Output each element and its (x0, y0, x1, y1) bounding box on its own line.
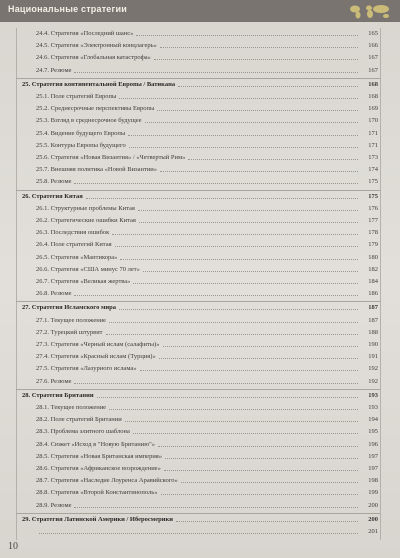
toc-entry[interactable] (22, 28, 378, 40)
toc-entry[interactable] (22, 475, 378, 487)
toc-entry-label: 28.1. Текущее положение (36, 404, 107, 411)
toc-entry[interactable] (22, 288, 378, 300)
table-of-contents (0, 28, 400, 540)
toc-entry-label: 24.5. Стратегия «Электронный концлагерь» (36, 42, 157, 50)
toc-entry-page: 171 (368, 141, 378, 149)
toc-entry-label: 29. Стратегия Латинской Америки / Иберосмерики (22, 515, 173, 523)
toc-entry[interactable] (22, 164, 378, 176)
toc-entry[interactable] (22, 65, 378, 77)
toc-entry-page: 186 (368, 290, 378, 298)
leader-dots (163, 346, 358, 347)
toc-entry-page: 187 (368, 316, 378, 324)
leader-dots (119, 98, 358, 99)
toc-entry-label: 26.4. Поле стратегий Китая (36, 241, 112, 249)
toc-entry-page: 168 (368, 93, 378, 100)
toc-entry-label: 28.3. Проблема элитного шаблона (36, 428, 130, 436)
toc-entry-label: 26.7. Стратегия «Великая жертва» (36, 278, 131, 285)
toc-entry-page: 199 (368, 489, 378, 497)
toc-entry-page: 197 (368, 452, 378, 460)
toc-entry-label: 27.1. Текущее положение (36, 316, 107, 324)
leader-dots (133, 433, 358, 434)
leader-dots (139, 222, 358, 223)
toc-entry-label: 25.5. Контуры Европы будущего (36, 141, 126, 149)
toc-entry[interactable] (22, 327, 378, 339)
leader-dots (165, 458, 358, 459)
toc-section[interactable] (22, 79, 378, 91)
leader-dots (86, 198, 358, 199)
toc-entry-page: 196 (368, 440, 378, 448)
leader-dots (181, 482, 358, 483)
leader-dots (74, 383, 358, 384)
leader-dots (178, 86, 358, 87)
leader-dots (145, 122, 358, 123)
leader-dots (39, 533, 358, 534)
toc-entry[interactable] (22, 339, 378, 351)
toc-entry[interactable] (22, 351, 378, 363)
toc-entry[interactable] (22, 315, 378, 327)
toc-entry-page: 167 (368, 66, 378, 74)
toc-entry-page: 170 (368, 117, 378, 125)
toc-entry[interactable] (22, 526, 378, 538)
toc-entry[interactable] (22, 426, 378, 438)
toc-entry-label: 27.5. Стратегия «Лазурного ислама» (36, 365, 137, 373)
leader-dots (109, 409, 358, 410)
toc-entry-label: 27.2. Турецкий штурвит (36, 328, 103, 336)
toc-entry-page: 178 (368, 229, 378, 237)
toc-entry-page: 168 (368, 80, 378, 88)
toc-entry[interactable] (22, 52, 378, 64)
toc-entry-page: 193 (368, 391, 378, 399)
toc-entry-page: 179 (368, 241, 378, 249)
toc-entry-page: 190 (368, 341, 378, 348)
toc-entry[interactable] (22, 103, 378, 115)
toc-entry-page: 200 (368, 501, 378, 509)
leader-dots (125, 421, 358, 422)
leader-dots (106, 334, 358, 335)
toc-entry-page: 174 (368, 166, 378, 174)
toc-entry-label: 24.6. Стратегия «Глобальная катастрофа» (36, 54, 151, 62)
toc-entry-page: 180 (368, 253, 378, 261)
toc-entry[interactable] (22, 363, 378, 375)
world-map-icon (346, 2, 394, 20)
toc-entry-page: 198 (368, 477, 378, 485)
toc-entry[interactable] (22, 91, 378, 103)
toc-entry[interactable] (22, 414, 378, 426)
toc-entry-page: 165 (368, 30, 378, 37)
leader-dots (133, 283, 358, 284)
toc-entry[interactable] (22, 451, 378, 463)
toc-entry[interactable] (22, 252, 378, 264)
toc-entry-page: 194 (368, 416, 378, 424)
toc-entry[interactable] (22, 402, 378, 414)
toc-entry-page: 166 (368, 42, 378, 50)
toc-entry[interactable] (22, 487, 378, 499)
toc-entry-label: 25.3. Взгляд в среднесрочное будущее (36, 117, 142, 125)
toc-entry-label: 26.8. Резюме (36, 290, 72, 298)
toc-entry[interactable] (22, 128, 378, 140)
toc-entry-label: 27.4. Стратегия «Красный ислам (Турция)» (36, 353, 156, 361)
toc-entry-label: 25. Стратегия континентальной Европы / Ватикана (22, 80, 176, 88)
leader-dots (140, 370, 358, 371)
toc-entry[interactable] (22, 439, 378, 451)
toc-entry-page: 200 (368, 515, 378, 523)
toc-entry-label: 24.4. Стратегия «Последний шанс» (36, 30, 134, 37)
header-title: Национальные стратегии (8, 4, 127, 14)
toc-entry-label: 25.4. Видение будущего Европы (36, 129, 126, 137)
leader-dots (159, 358, 358, 359)
toc-entry-label: 25.8. Резюме (36, 178, 72, 186)
toc-entry-page: 169 (368, 105, 378, 113)
toc-entry-label: 27. Стратегия Исламского мира (22, 304, 117, 312)
toc-entry-label: 27.3. Стратегия «Черный ислам (салафиты)» (36, 341, 160, 348)
leader-dots (136, 35, 358, 36)
toc-entry[interactable] (22, 239, 378, 251)
leader-dots (157, 110, 358, 111)
toc-entry-label: 26.1. Структурные проблемы Китая (36, 204, 135, 212)
toc-entry-label: 25.2. Среднесрочные перспективы Европы (36, 105, 155, 113)
toc-entry[interactable] (22, 227, 378, 239)
leader-dots (74, 295, 358, 296)
toc-entry-label: 26.3. Последствия ошибок (36, 229, 110, 237)
leader-dots (158, 446, 358, 447)
leader-dots (115, 246, 358, 247)
toc-entry-page: 184 (368, 278, 378, 285)
toc-section[interactable] (22, 191, 378, 203)
toc-entry-label: 28.6. Стратегия «Африканское возрождение» (36, 465, 161, 472)
toc-entry-page: 171 (368, 129, 378, 137)
leader-dots (138, 210, 358, 211)
toc-entry-page: 175 (368, 192, 378, 200)
leader-dots (164, 470, 358, 471)
leader-dots (160, 171, 358, 172)
toc-entry-page: 177 (368, 217, 378, 224)
toc-entry-label: 28. Стратегия Британии (22, 391, 94, 399)
toc-entry-page: 195 (368, 428, 378, 436)
toc-entry-label: 26. Стратегия Китая (22, 192, 83, 200)
leader-dots (161, 494, 358, 495)
toc-entry-label: 28.7. Стратегия «Наследие Лоуренса Аравийского» (36, 477, 178, 485)
toc-entry-page: 182 (368, 265, 378, 273)
toc-entry-label: 28.2. Поле стратегий Британии (36, 416, 122, 424)
toc-entry-label: 26.6. Стратегия «США минус 70 лет» (36, 265, 140, 273)
toc-section[interactable] (22, 514, 378, 526)
toc-entry-page: 192 (368, 365, 378, 373)
toc-entry-label: 28.5. Стратегия «Новая Британская империя» (36, 452, 163, 460)
toc-entry[interactable] (22, 264, 378, 276)
leader-dots (188, 159, 358, 160)
toc-entry-page: 191 (368, 353, 378, 361)
toc-entry-label: 28.8. Стратегия «Второй Константинополь» (36, 489, 158, 497)
toc-entry-label: 26.2. Стратегические ошибки Китая (36, 217, 136, 224)
toc-entry-label: 24.7. Резюме (36, 66, 72, 74)
leader-dots (129, 147, 358, 148)
toc-entry-label: 25.6. Стратегия «Новая Византия» / «Четвертый Рим» (36, 154, 186, 161)
running-header (0, 0, 400, 22)
leader-dots (160, 47, 358, 48)
leader-dots (176, 521, 358, 522)
toc-entry[interactable] (22, 40, 378, 52)
leader-dots (128, 135, 358, 136)
leader-dots (143, 271, 358, 272)
toc-entry-page: 193 (368, 404, 378, 411)
toc-entry-page: 167 (368, 54, 378, 62)
toc-entry-page: 176 (368, 204, 378, 212)
toc-entry-page: 173 (368, 154, 378, 161)
toc-entry[interactable] (22, 115, 378, 127)
toc-section[interactable] (22, 390, 378, 402)
toc-entry-page: 175 (368, 178, 378, 186)
leader-dots (97, 397, 358, 398)
toc-entry-page: 188 (368, 328, 378, 336)
toc-section[interactable] (22, 302, 378, 314)
toc-entry[interactable] (22, 140, 378, 152)
leader-dots (74, 507, 358, 508)
leader-dots (119, 309, 358, 310)
toc-entry[interactable] (22, 203, 378, 215)
toc-entry-page: 201 (368, 528, 378, 535)
toc-entry-page: 197 (368, 465, 378, 472)
leader-dots (74, 183, 358, 184)
leader-dots (120, 259, 358, 260)
toc-entry[interactable] (22, 176, 378, 188)
leader-dots (112, 234, 358, 235)
toc-entry-label: 25.7. Внешняя политика «Новой Византии» (36, 166, 158, 174)
leader-dots (109, 322, 358, 323)
toc-entry[interactable] (22, 152, 378, 164)
leader-dots (154, 59, 358, 60)
toc-entry[interactable] (22, 276, 378, 288)
toc-entry-label: 28.4. Сюжет «Исход в "Новую Британию"» (36, 440, 156, 448)
toc-entry-label: 26.5. Стратегия «Мантикора» (36, 253, 118, 261)
toc-entry[interactable] (22, 376, 378, 388)
page-number: 10 (8, 541, 18, 552)
toc-entry[interactable] (22, 463, 378, 475)
toc-entry-page: 187 (368, 304, 378, 312)
toc-entry-page: 192 (368, 377, 378, 385)
toc-entry[interactable] (22, 215, 378, 227)
leader-dots (74, 72, 358, 73)
toc-entry[interactable] (22, 500, 378, 512)
toc-entry-label: 28.9. Резюме (36, 501, 72, 509)
toc-entry-label: 25.1. Поле стратегий Европы (36, 93, 117, 100)
toc-entry-label: 27.6. Резюме (36, 377, 72, 385)
